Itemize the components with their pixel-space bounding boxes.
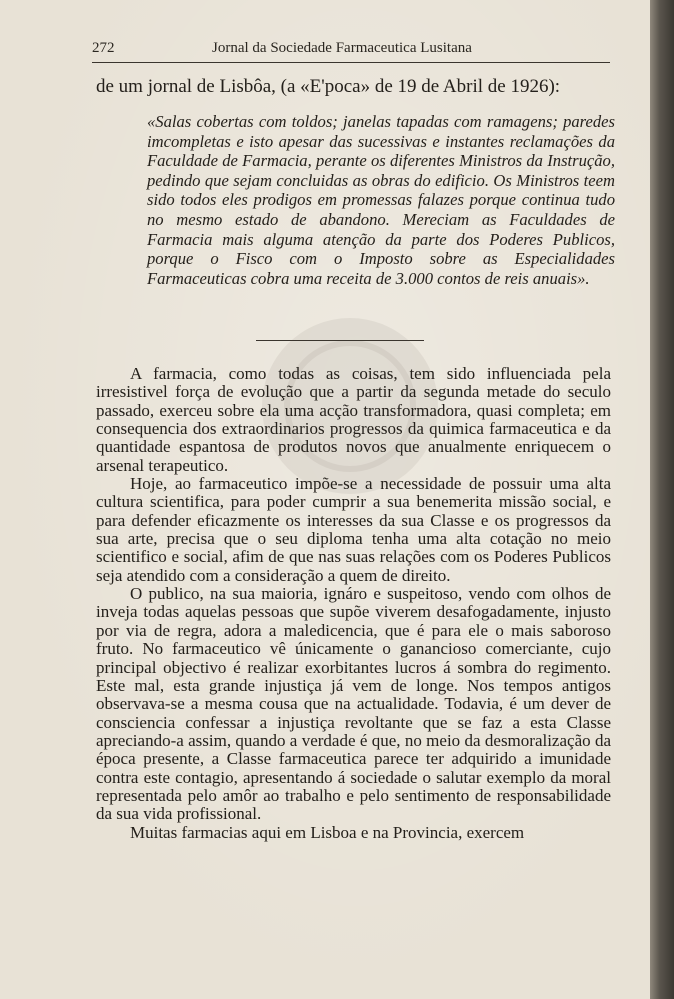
running-header [92,40,610,63]
paragraph-4: Muitas farmacias aqui em Lisboa e na Provincia, exercem [130,822,525,842]
paragraph-3: O publico, na sua maioria, ignáro e suspeitoso, vendo com olhos de inveja todas aquelas pessoas que supõe viverem desafogadamente, injusto por via de regra, adora a maledicencia, que é para ele o mais saboroso fruto. No farmaceutico vê únicamente o ganancioso comerciante, cujo principal objectivo é realizar exorbitantes lucros á sombra do regimento. Este mal, esta grande injustiça já vem de longe. Nos tempos antigos observava-se a mesma cousa que na actualidade. Todavia, é um dever de consciencia confessar a injustiça revoltante que se faz a esta Classe apreciando-a assim, quando a verdade é que, no meio da desmoralização da época presente, a Classe farmaceutica parece ter adquirido a imunidade contra este contagio, apresentando á sociedade o salutar exemplo da moral representada pelo amôr ao trabalho e pelo sentimento de responsabilidade da sua vida profissional. [96,584,611,824]
journal-title: Jornal da Sociedade Farmaceutica Lusitana [212,40,472,56]
paragraph-2: Hoje, ao farmaceutico impõe-se a necessidade de possuir uma alta cultura scientifica, para poder cumprir a sua benemerita missão social, e para defender eficazmente os interesses da sua Classe e os progressos da sua arte, precisa que o seu diploma tenha uma alta cotação no meio scientifico e social, afim de que nas suas relações com os Poderes Publicos seja atendido com a consideração a quem de direito. [96,474,611,585]
intro-line: de um jornal de Lisbôa, (a «E'poca» de 19 de Abril de 1926): [96,76,561,97]
article-body [96,365,611,842]
book-spine-edge [650,0,674,999]
page-number: 272 [92,40,115,56]
section-divider [256,340,424,341]
paragraph-1: A farmacia, como todas as coisas, tem sido influenciada pela irresistivel força de evolução que a partir da segunda metade do seculo passado, exerceu sobre ela uma acção transformadora, quasi completa; em consequencia dos extraordinarios progressos da quimica farmaceutica e da quantidade espantosa de produtos novos que anualmente enriquecem o arsenal terapeutico. [96,364,611,475]
newspaper-quote: «Salas cobertas com toldos; janelas tapadas com ramagens; paredes imcompletas e isto apesar das sucessivas e instantes reclamações da Faculdade de Farmacia, perante os diferentes Ministros da Instrução, pedindo que sejam concluidas as obras do edificio. Os Ministros teem sido todos eles prodigos em promessas falazes porque continua tudo no mesmo estado de abandono. Mereciam as Faculdades de Farmacia mais alguma atenção da parte dos Poderes Publicos, porque o Fisco com o Imposto sobre as Especialidades Farmaceuticas cobra uma receita de 3.000 contos de reis anuais». [147,112,615,288]
